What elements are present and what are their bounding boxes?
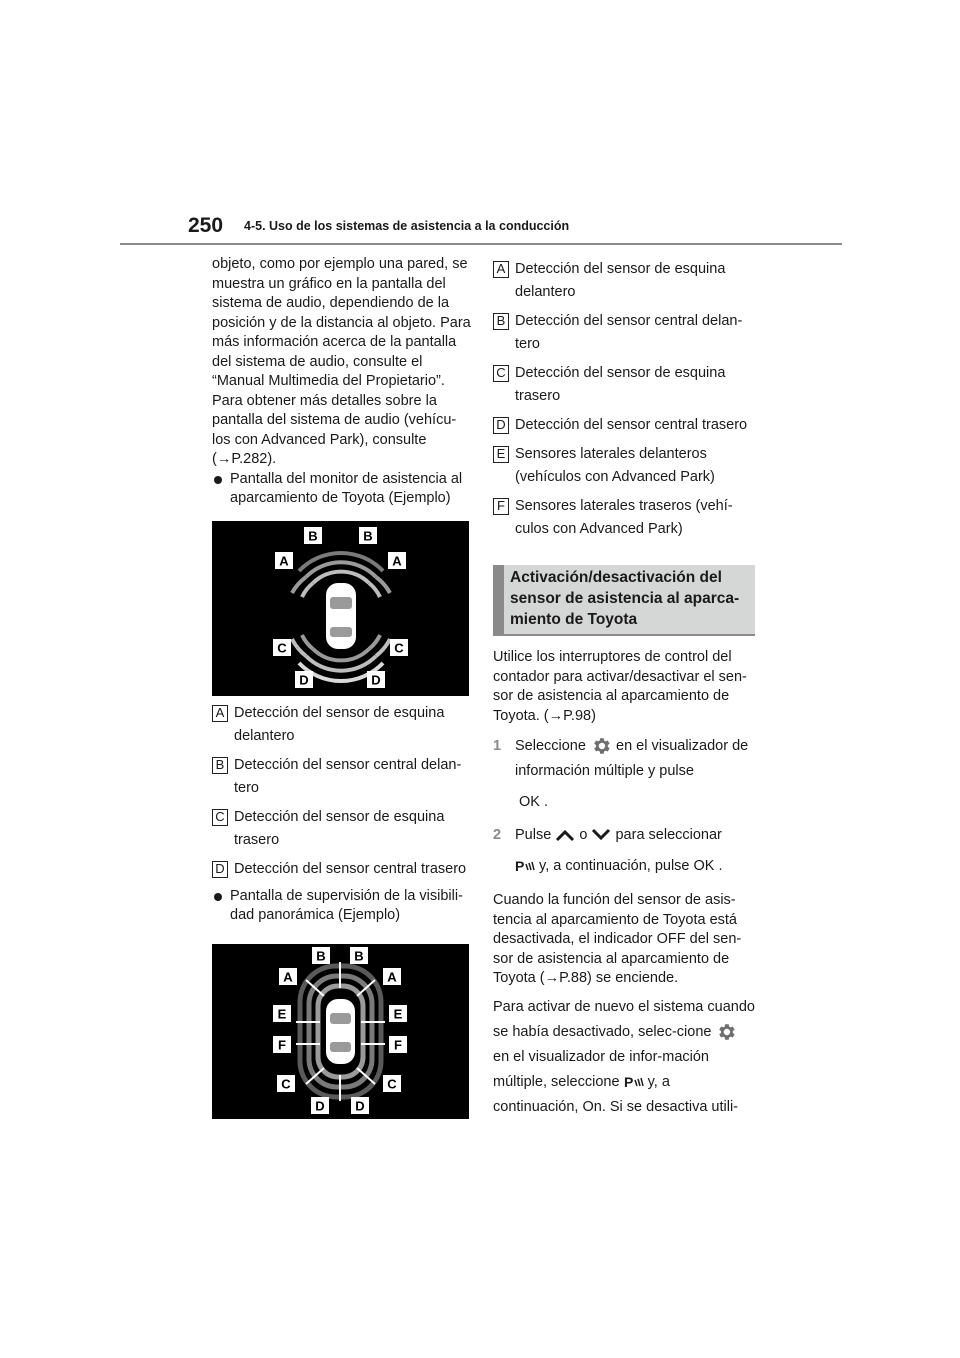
legend-key-d: D (212, 861, 228, 878)
legend-key-e: E (493, 446, 509, 463)
fig2-label-a-left: A (283, 969, 293, 984)
fig1-label-c-left: C (277, 640, 287, 655)
legend-key-c: C (212, 809, 228, 826)
ok-line (515, 790, 755, 815)
legend-key-c: C (493, 365, 509, 382)
step-text: en el visualizador de información múltiple y pulse (515, 738, 749, 779)
legend-text-d: Detección del sensor central trasero (515, 417, 748, 433)
reactivate-paragraph (493, 995, 755, 1120)
reactivate-text-b: en el visualizador de infor-mación múltiple, seleccione (493, 1048, 709, 1090)
fig2-label-a-right: A (387, 969, 397, 984)
step-text: o (579, 827, 588, 843)
chevron-down-icon (591, 828, 611, 842)
step-2-continued (515, 854, 755, 879)
legend-text-a: Detección del sensor de esquina delantero (234, 704, 445, 744)
legend-key-f: F (493, 498, 509, 515)
legend-key-d: D (493, 417, 509, 434)
car-icon (326, 999, 355, 1064)
legend-key-b: B (493, 313, 509, 330)
legend-text-a: Detección del sensor de esquina delantero (515, 261, 726, 300)
fig2-label-c-right: C (387, 1076, 397, 1091)
car-icon (326, 583, 356, 649)
step-text: Pulse (515, 827, 552, 843)
off-indicator-paragraph: Cuando la función del sensor de asis-tencia al aparcamiento de Toyota está desactivada, el indicador OFF del sen-sor de asistencia al aparcamiento de Toyota (→P.88) se enciende. (493, 892, 742, 986)
bullet-panoramic-view: Pantalla de supervisión de la visibili-dad panorámica (Ejemplo) (212, 887, 472, 926)
legend-item-c (212, 806, 472, 852)
legend-text-f: Sensores laterales traseros (vehí-culos con Advanced Park) (515, 498, 733, 537)
step-1 (493, 734, 755, 815)
fig1-label-d-left: D (299, 672, 309, 687)
fig2-label-f-left: F (278, 1037, 286, 1052)
legend-text-c: Detección del sensor de esquina trasero (234, 808, 445, 848)
section-title: 4-5. Uso de los sistemas de asistencia a la conducción (244, 219, 570, 233)
legend-item-a (212, 702, 472, 748)
fig2-label-b-left: B (316, 948, 326, 963)
svg-text:P: P (623, 1073, 633, 1090)
legend-key-b: B (212, 757, 228, 774)
right-legend (493, 258, 755, 541)
legend-text-e: Sensores laterales delanteros (vehículos con Advanced Park) (515, 446, 715, 485)
svg-text:P: P (515, 858, 525, 875)
fig1-label-d-right: D (371, 672, 381, 687)
legend-item-d (493, 414, 755, 437)
fig1-label-a-left: A (279, 553, 289, 568)
parking-sensor-icon (624, 1074, 644, 1090)
step-text: Seleccione (515, 738, 586, 754)
parking-sensor-icon (515, 858, 535, 874)
legend-item-a (493, 258, 755, 304)
legend-item-f (493, 495, 755, 541)
reactivate-text-c: y, a continuación, On. Si se desactiva utili- (493, 1073, 739, 1115)
step-text: y, a continuación, pulse (539, 858, 690, 874)
legend-key-a: A (493, 261, 509, 278)
page-number: 250 (188, 214, 224, 237)
panoramic-view-figure (212, 944, 469, 1119)
legend-item-b (212, 754, 472, 800)
period: . (543, 794, 549, 810)
legend-key-a: A (212, 705, 228, 722)
left-legend (212, 702, 472, 881)
fig2-label-f-right: F (394, 1037, 402, 1052)
fig2-label-e-left: E (277, 1006, 287, 1021)
fig1-label-b-right: B (363, 528, 373, 543)
intro-paragraph: objeto, como por ejemplo una pared, se muestra un gráfico en la pantalla del sistema de audio, dependiendo de la posición y de la distancia al objeto. Para más información acerca de la pantalla del sistema de audio, consulte el “Manual Multimedia del Propietario”. Para obtener más detalles sobre la pantalla del sistema de audio (vehícu-los con Advanced Park), consulte (→P.282). (212, 256, 471, 467)
legend-item-e (493, 443, 755, 489)
header-rule (120, 243, 842, 245)
fig2-label-d-right: D (355, 1098, 365, 1113)
gear-icon (715, 1021, 737, 1043)
step-2 (493, 823, 755, 879)
ok-button-icon: OK (693, 858, 715, 874)
controls-paragraph: Utilice los interruptores de control del contador para activar/desactivar el sen-sor de asistencia al aparcamiento de Toyota. (→P.98) (493, 649, 747, 724)
step-text: para seleccionar (615, 827, 722, 843)
fig1-label-c-right: C (394, 640, 404, 655)
legend-item-d (212, 858, 472, 881)
legend-text-d: Detección del sensor central trasero (234, 860, 467, 877)
bullet-parking-monitor: Pantalla del monitor de asistencia al aparcamiento de Toyota (Ejemplo) (212, 470, 472, 509)
fig2-label-d-left: D (315, 1098, 325, 1113)
reactivate-text-a: Para activar de nuevo el sistema cuando se había desactivado, selec-cione (493, 998, 755, 1040)
right-column (493, 258, 755, 1120)
section-heading: Activación/desactivación del sensor de asistencia al aparca-miento de Toyota (493, 565, 755, 636)
gear-icon (590, 735, 612, 757)
legend-text-c: Detección del sensor de esquina trasero (515, 365, 726, 404)
chevron-up-icon (555, 828, 575, 842)
legend-text-b: Detección del sensor central delan-tero (234, 756, 462, 796)
legend-item-c (493, 362, 755, 408)
ok-button-icon: OK (519, 794, 540, 810)
legend-item-b (493, 310, 755, 356)
fig1-label-b-left: B (308, 528, 318, 543)
fig2-label-b-right: B (354, 948, 364, 963)
step-number: 2 (493, 827, 502, 843)
period: . (718, 858, 723, 874)
fig1-label-a-right: A (392, 553, 402, 568)
left-column (212, 255, 472, 1125)
fig2-label-e-right: E (393, 1006, 403, 1021)
fig2-label-c-left: C (281, 1076, 291, 1091)
parking-monitor-figure (212, 521, 469, 696)
step-number: 1 (493, 738, 502, 754)
legend-text-b: Detección del sensor central delan-tero (515, 313, 743, 352)
